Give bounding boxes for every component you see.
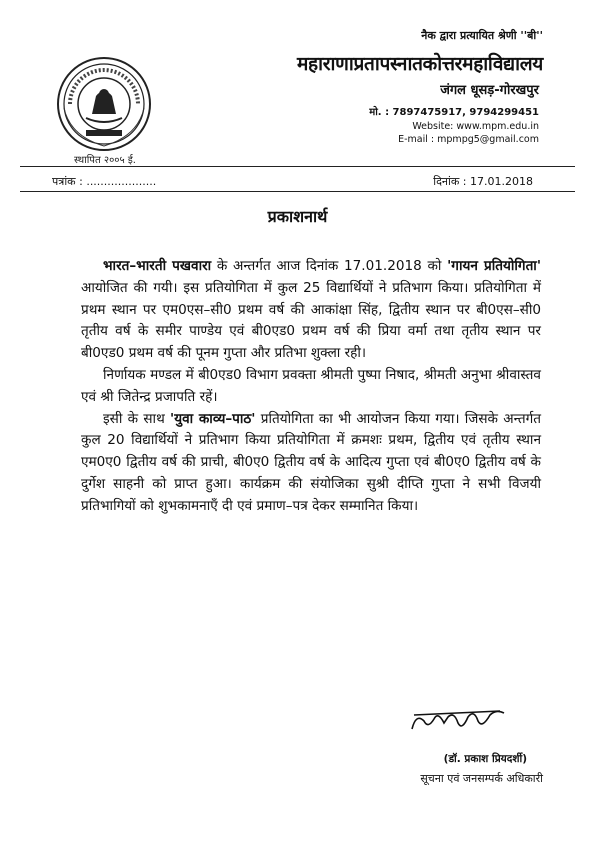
letter-body <box>81 256 541 518</box>
naac-accreditation: नैक द्वारा प्रत्यायित श्रेणी ''बी'' <box>421 29 543 42</box>
page-title: प्रकाशनार्थ <box>267 207 328 226</box>
paragraph-1: भारत–भारती पखवारा के अन्तर्गत आज दिनांक 17.01.2018 को 'गायन प्रतियोगिता' आयोजित की गयी। इस प्रतियोगिता में कुल 25 विद्यार्थियों ने प्रतिभाग किया। प्रतियोगिता में प्रथम स्थान पर एम0एस–सी0 प्रथम वर्ष की आकांक्षा सिंह, द्वितीय स्थान पर बी0एस–सी0 तृतीय वर्ष के समीर पाण्डेय एवं बी0एड0 प्रथम वर्ष की प्रिया वर्मा तथा तृतीय स्थान पर बी0एड0 प्रथम वर्ष की पूनम गुप्ता और प्रतिभा शुक्ला रही। <box>81 258 541 362</box>
college-seal-logo <box>56 56 152 152</box>
paragraph-3: इसी के साथ 'युवा काव्य–पाठ' प्रतियोगिता का भी आयोजन किया गया। जिसके अन्तर्गत कुल 20 विद्यार्थियों ने प्रतिभाग किया प्रतियोगिता में क्रमशः प्रथम, द्वितीय एवं तृतीय स्थान एम0ए0 द्वितीय वर्ष की प्राची, बी0ए0 द्वितीय वर्ष के आदित्य गुप्ता एवं बी0ए0 द्वितीय वर्ष के दुर्गेश साहनी को प्राप्त हुआ। कार्यक्रम की संयोजिका सुश्री दीप्ति गुप्ता ने सभी विजयी प्रतिभागियों को शुभकामनाएँ दी एवं प्रमाण–पत्र देकर सम्मानित किया। <box>81 410 541 514</box>
college-name: महाराणाप्रतापस्नातकोत्तरमहाविद्यालय <box>297 53 543 75</box>
signatory-name: (डॉ. प्रकाश प्रियदर्शी) <box>443 753 527 765</box>
college-location: जंगल धूसड़-गोरखपुर <box>440 83 539 98</box>
handwritten-signature <box>408 703 508 743</box>
competition-name-poetry: 'युवा काव्य–पाठ' <box>170 410 256 427</box>
header-divider-top <box>20 166 575 167</box>
established-year: स्थापित २००५ ई. <box>74 155 136 166</box>
paragraph-2: निर्णायक मण्डल में बी0एड0 विभाग प्रवक्ता श्रीमती पुष्पा निषाद, श्रीमती अनुभा श्रीवास्तव एवं श्री जितेन्द्र प्रजापति रहें। <box>81 366 541 405</box>
competition-name-singing: 'गायन प्रतियोगिता' <box>447 258 541 274</box>
reference-number: पत्रांक : .................... <box>52 175 157 188</box>
signatory-designation: सूचना एवं जनसम्पर्क अधिकारी <box>420 772 543 785</box>
letter-date: दिनांक : 17.01.2018 <box>433 175 533 188</box>
contact-email: E-mail : mpmpg5@gmail.com <box>398 134 539 145</box>
contact-website: Website: www.mpm.edu.in <box>412 121 539 132</box>
contact-mobile: मो. : 7897475917, 9794299451 <box>369 107 539 118</box>
header-divider-bottom <box>20 191 575 192</box>
event-name: भारत–भारती पखवारा <box>103 258 212 274</box>
